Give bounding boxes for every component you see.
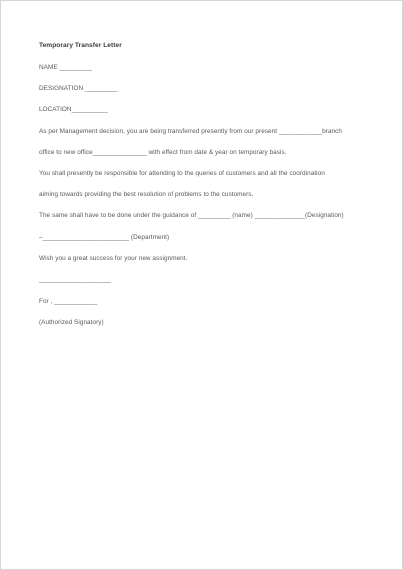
for-line: For , ____________ (39, 298, 98, 305)
guidance-paragraph-line-1: The same shall have to be done under the guidance of _________ (name) ______________(Designation) (39, 212, 344, 219)
responsibility-paragraph-line-2: aiming towards providing the best resolution of problems to the customers. (39, 191, 254, 198)
transfer-paragraph-line-2: office to new office_______________ with effect from date & year on temporary basis. (39, 149, 287, 156)
name-field: NAME _________ (39, 64, 92, 71)
wish-line: Wish you a great success for your new assignment. (39, 255, 188, 262)
authorized-signatory: (Authorized Signatory) (39, 319, 104, 326)
transfer-paragraph-line-1: As per Management decision, you are being transferred presently from our present ____________branch (39, 128, 343, 135)
responsibility-paragraph-line-1: You shall presently be responsible for attending to the queries of customers and all the coordination (39, 170, 325, 177)
designation-field: DESIGNATION _________ (39, 85, 118, 92)
guidance-paragraph-line-2: –________________________ (Department) (39, 234, 170, 241)
location-field: LOCATION__________ (39, 106, 108, 113)
letter-title: Temporary Transfer Letter (39, 42, 122, 49)
signature-blank: ____________________ (39, 276, 112, 283)
